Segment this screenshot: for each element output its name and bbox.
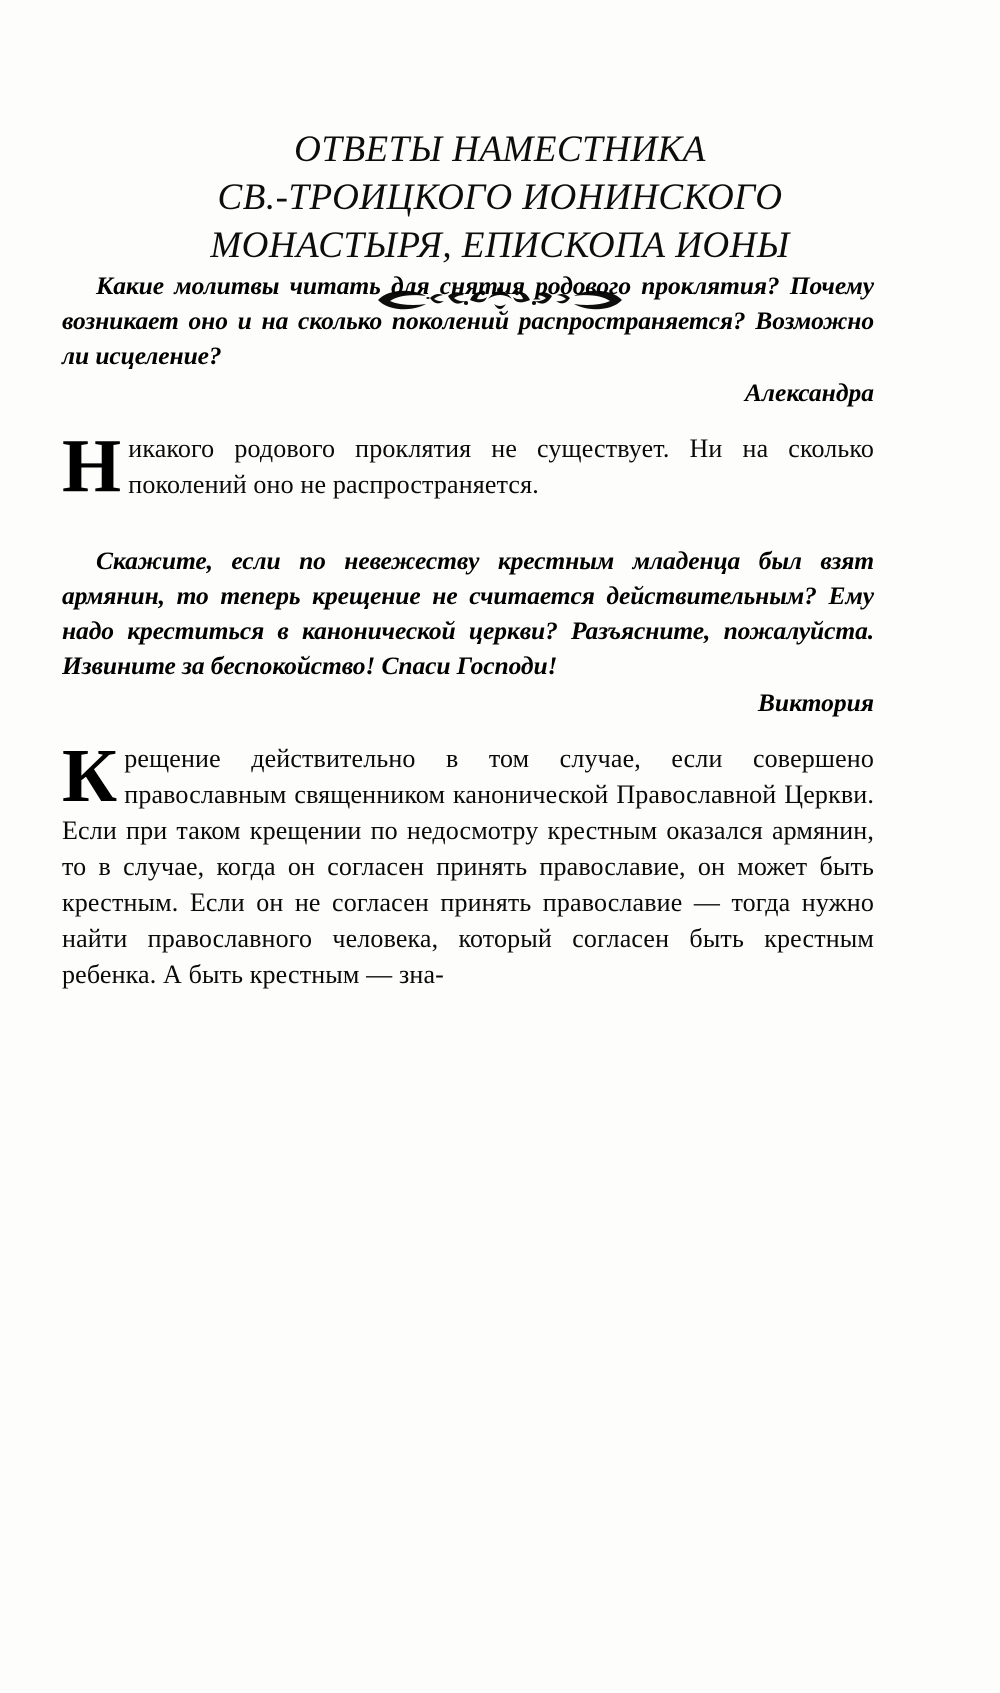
title-line-3: МОНАСТЫРЯ, ЕПИСКОПА ИОНЫ bbox=[210, 225, 790, 266]
question-block-1: Какие молитвы читать для снятия родового проклятия? Почему возникает оно и на сколько поколений распространяется? Возможно ли исцеление? bbox=[62, 271, 874, 370]
article-body bbox=[62, 0, 874, 993]
answer-block-2 bbox=[62, 734, 874, 993]
question-signature-1: Александра bbox=[744, 378, 874, 407]
question-signature-2: Виктория bbox=[757, 688, 874, 717]
dropcap-letter-2: К bbox=[62, 734, 118, 818]
title-line-1: ОТВЕТЫ НАМЕСТНИКА bbox=[294, 129, 706, 170]
answer-block-1 bbox=[62, 424, 874, 508]
answer-text-1: икакого родового проклятия не существует. Ни на сколько поколений оно не распространяется. bbox=[128, 434, 874, 499]
dropcap-letter-1: Н bbox=[62, 424, 122, 508]
question-block-2: Скажите, если по невежеству крестным младенца был взят армянин, то теперь крещение не считается действительным? Ему надо креститься в канонической церкви? Разъясните, пожалуйста. Извините за беспокойство! Спаси Господи! bbox=[62, 546, 874, 680]
answer-text-2: рещение действительно в том случае, если совершено православным священником канонической Православной Церкви. Если при таком крещении по недосмотру крестным оказался армянин, то в случае, когда он согласен принять православие, он может быть крестным. Если он не согласен принять православие — тогда нужно найти православного человека, который согласен быть крестным ребенка. А быть крестным — зна- bbox=[62, 744, 874, 989]
title-line-2: СВ.-ТРОИЦКОГО ИОНИНСКОГО bbox=[217, 177, 783, 218]
